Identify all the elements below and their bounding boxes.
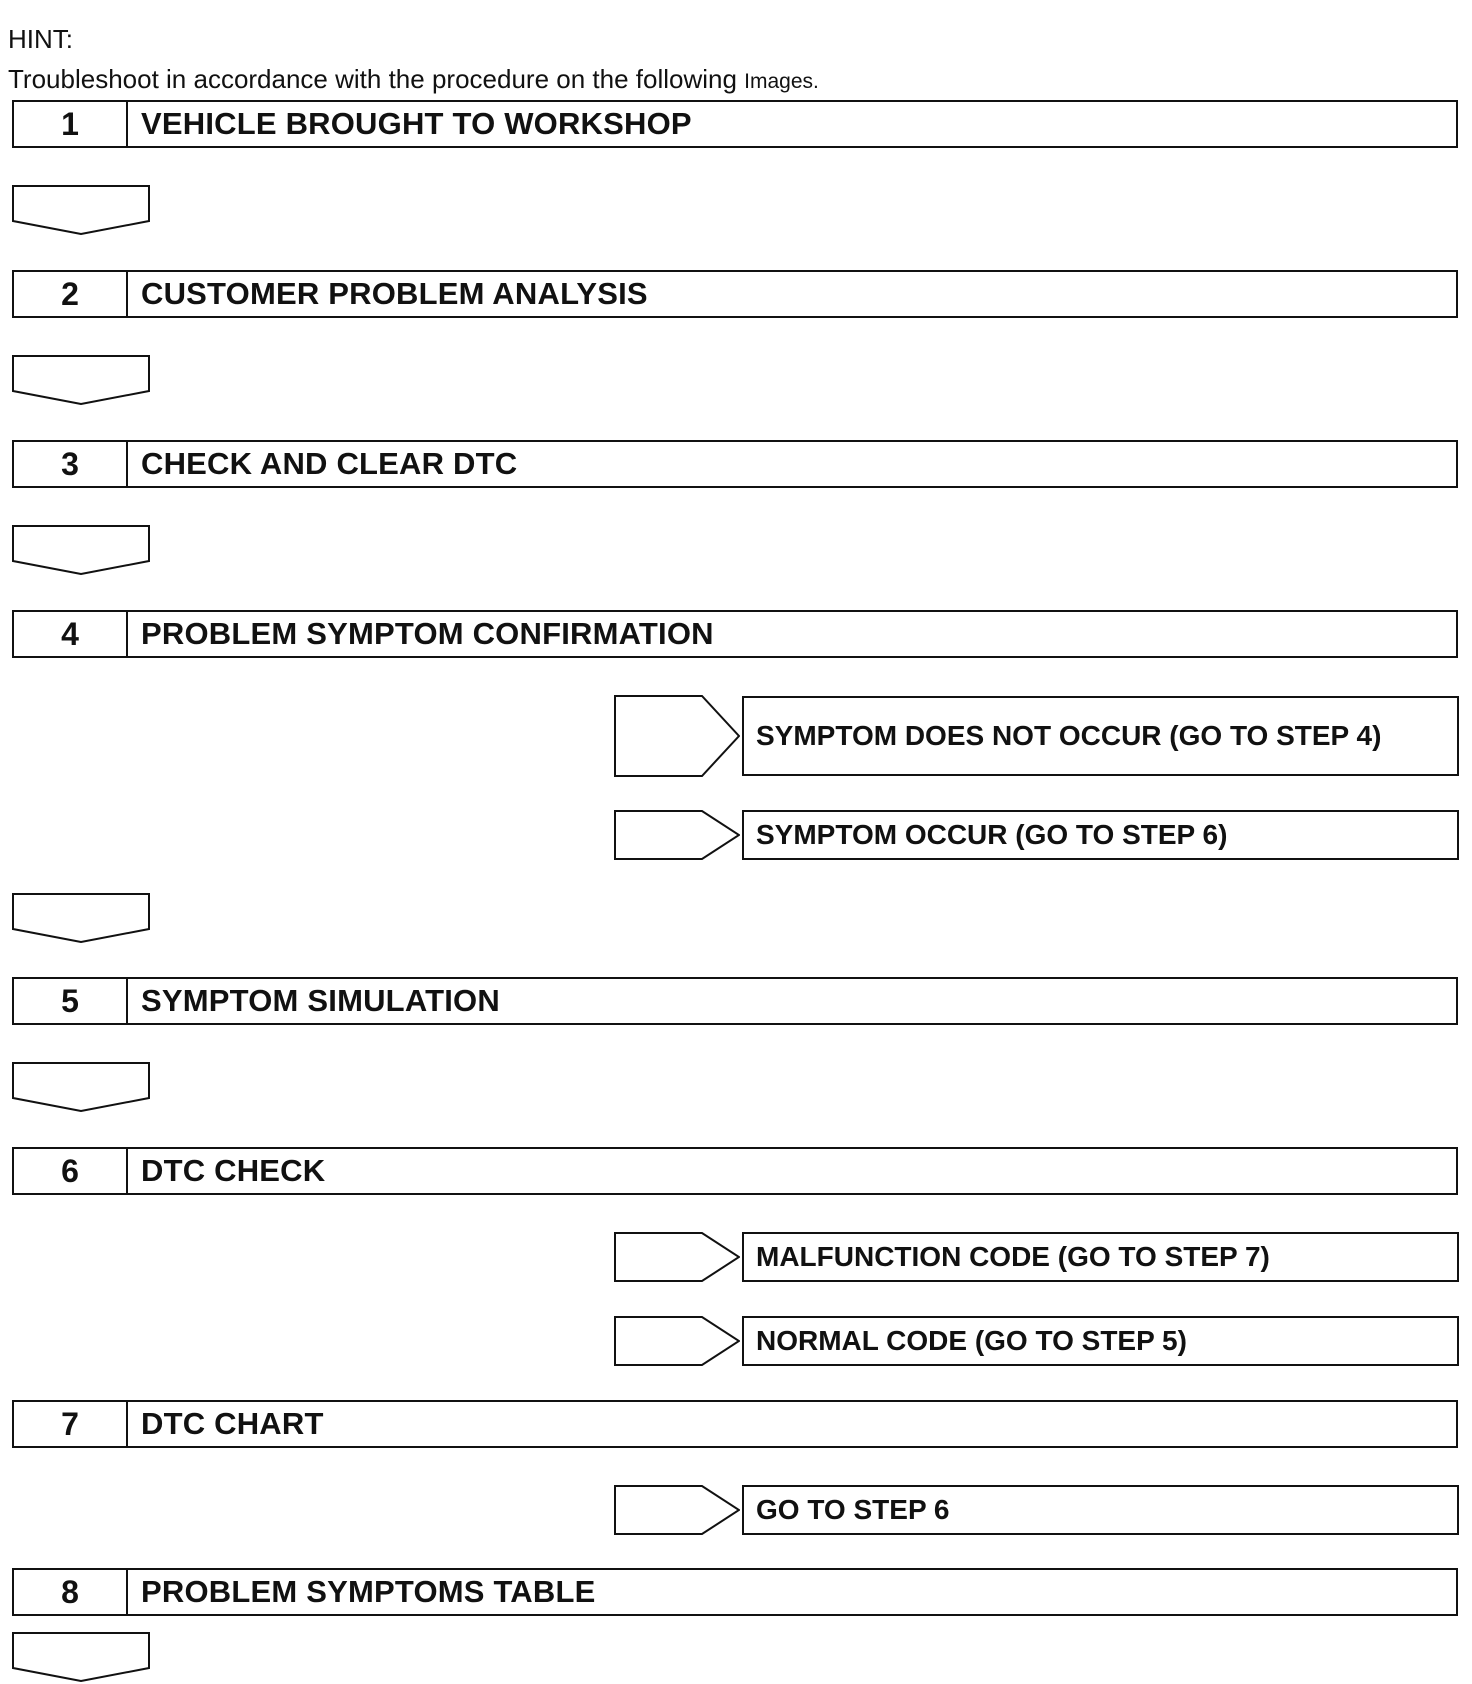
step-title: DTC CHART — [141, 1406, 324, 1441]
down-arrow-icon — [12, 525, 150, 575]
down-arrow-icon — [12, 893, 150, 943]
step-number: 1 — [14, 102, 128, 146]
step-title: PROBLEM SYMPTOMS TABLE — [141, 1574, 596, 1609]
branch-symptom-does-not-occur: SYMPTOM DOES NOT OCCUR (GO TO STEP 4) — [742, 696, 1459, 776]
hint-label: HINT: — [8, 24, 73, 54]
step-7 — [12, 1400, 1458, 1448]
step-4 — [12, 610, 1458, 658]
step-6 — [12, 1147, 1458, 1195]
branch-go-to-step-6: GO TO STEP 6 — [742, 1485, 1459, 1535]
right-arrow-icon — [614, 810, 740, 860]
right-arrow-icon — [614, 695, 740, 777]
step-number: 5 — [14, 979, 128, 1023]
down-arrow-icon — [12, 1062, 150, 1112]
step-number: 7 — [14, 1402, 128, 1446]
branch-symptom-occur: SYMPTOM OCCUR (GO TO STEP 6) — [742, 810, 1459, 860]
step-8 — [12, 1568, 1458, 1616]
step-number: 2 — [14, 272, 128, 316]
right-arrow-icon — [614, 1232, 740, 1282]
step-1 — [12, 100, 1458, 148]
step-3 — [12, 440, 1458, 488]
hint-text — [8, 64, 819, 95]
step-title: DTC CHECK — [141, 1153, 326, 1188]
step-number: 4 — [14, 612, 128, 656]
branch-normal-code: NORMAL CODE (GO TO STEP 5) — [742, 1316, 1459, 1366]
step-title: CHECK AND CLEAR DTC — [141, 446, 518, 481]
down-arrow-icon — [12, 1632, 150, 1682]
step-5 — [12, 977, 1458, 1025]
step-number: 8 — [14, 1570, 128, 1614]
branch-malfunction-code: MALFUNCTION CODE (GO TO STEP 7) — [742, 1232, 1459, 1282]
step-title: PROBLEM SYMPTOM CONFIRMATION — [141, 616, 714, 651]
down-arrow-icon — [12, 355, 150, 405]
step-title: SYMPTOM SIMULATION — [141, 983, 500, 1018]
hint-text-main: Troubleshoot in accordance with the procedure on the following — [8, 64, 737, 94]
right-arrow-icon — [614, 1485, 740, 1535]
right-arrow-icon — [614, 1316, 740, 1366]
step-title: VEHICLE BROUGHT TO WORKSHOP — [141, 106, 692, 141]
down-arrow-icon — [12, 185, 150, 235]
step-number: 3 — [14, 442, 128, 486]
hint-text-small: Images. — [744, 70, 819, 93]
step-number: 6 — [14, 1149, 128, 1193]
step-title: CUSTOMER PROBLEM ANALYSIS — [141, 276, 648, 311]
step-2 — [12, 270, 1458, 318]
